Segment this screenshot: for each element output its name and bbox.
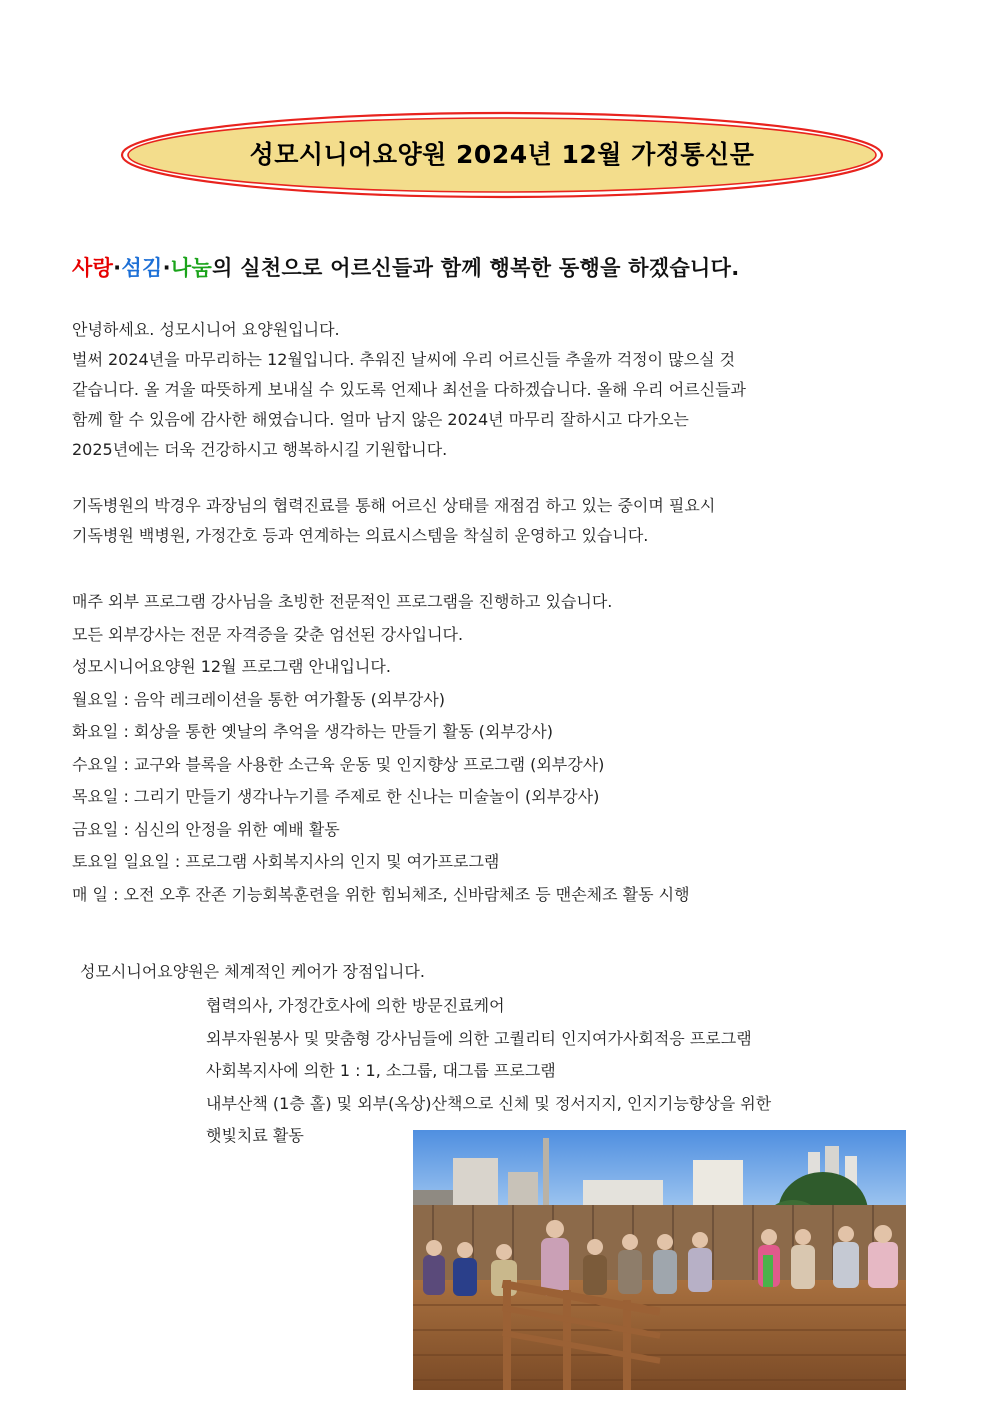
program-line: 모든 외부강사는 전문 자격증을 갖춘 엄선된 강사입니다.: [72, 624, 464, 644]
strength-item: 사회복지사에 의한 1 : 1, 소그룹, 대그룹 프로그램: [206, 1061, 556, 1080]
schedule-wednesday: 수요일 : 교구와 블록을 사용한 소근육 운동 및 인지향상 프로그램 (외부강사): [72, 754, 605, 774]
program-line: 매주 외부 프로그램 강사님을 초빙한 전문적인 프로그램을 진행하고 있습니다.: [72, 592, 613, 611]
slogan-dot: ·: [113, 256, 122, 280]
text-line: 기독병원의 박경우 과장님의 협력진료를 통해 어르신 상태를 재점검 하고 있는 중이며 필요시: [72, 496, 716, 515]
strength-item: 내부산책 (1층 홀) 및 외부(옥상)산책으로 신체 및 정서지지, 인지기능향상을 위한: [206, 1093, 772, 1113]
slogan-rest: 의 실천으로 어르신들과 함께 행복한 동행을 하겠습니다.: [212, 256, 740, 280]
greeting-paragraph: [72, 315, 746, 465]
strength-item: 외부자원봉사 및 맞춤형 강사님들에 의한 고퀄리티 인지여가사회적응 프로그램: [206, 1028, 752, 1048]
schedule-friday: 금요일 : 심신의 안정을 위한 예배 활동: [72, 819, 340, 839]
slogan-word-share: 나눔: [170, 256, 213, 280]
slogan-dot: ·: [162, 256, 171, 280]
strength-intro: 성모시니어요양원은 체계적인 케어가 장점입니다.: [80, 962, 425, 981]
slogan: [72, 252, 740, 282]
schedule-weekend: 토요일 일요일 : 프로그램 사회복지사의 인지 및 여가프로그램: [72, 852, 500, 871]
page-title: 성모시니어요양원 2024년 12월 가정통신문: [249, 140, 755, 169]
strength-item: 협력의사, 가정간호사에 의한 방문진료케어: [206, 996, 505, 1015]
program-line: 성모시니어요양원 12월 프로그램 안내입니다.: [72, 657, 391, 676]
title-banner: [118, 109, 886, 201]
text-line: 벌써 2024년을 마무리하는 12월입니다. 추워진 날씨에 우리 어르신들 추울까 걱정이 많으실 것: [72, 350, 736, 369]
schedule-daily: 매 일 : 오전 오후 잔존 기능회복훈련을 위한 힘뇌체조, 신바람체조 등 맨손체조 활동 시행: [72, 884, 690, 904]
rooftop-activity-photo: [413, 1130, 906, 1390]
strength-list: [206, 990, 771, 1153]
program-schedule: [72, 586, 690, 911]
text-line: 기독병원 백병원, 가정간호 등과 연계하는 의료시스템을 착실히 운영하고 있습니다.: [72, 526, 649, 545]
schedule-tuesday: 화요일 : 회상을 통한 옛날의 추억을 생각하는 만들기 활동 (외부강사): [72, 722, 553, 741]
text-line: 2025년에는 더욱 건강하시고 행복하시길 기원합니다.: [72, 440, 448, 459]
photo-illustration: [413, 1130, 906, 1390]
medical-paragraph: [72, 491, 715, 551]
schedule-monday: 월요일 : 음악 레크레이션을 통한 여가활동 (외부강사): [72, 689, 445, 709]
schedule-thursday: 목요일 : 그리기 만들기 생각나누기를 주제로 한 신나는 미술놀이 (외부강사): [72, 787, 600, 806]
text-line: 안녕하세요. 성모시니어 요양원입니다.: [72, 320, 340, 339]
text-line: 같습니다. 올 겨울 따뜻하게 보내실 수 있도록 언제나 최선을 다하겠습니다. 올해 우리 어르신들과: [72, 380, 746, 399]
strength-item: 햇빛치료 활동: [206, 1126, 304, 1145]
slogan-word-serve: 섬김: [121, 256, 163, 280]
text-line: 함께 할 수 있음에 감사한 해였습니다. 얼마 남지 않은 2024년 마무리 잘하시고 다가오는: [72, 410, 689, 429]
slogan-word-love: 사랑: [72, 256, 114, 280]
